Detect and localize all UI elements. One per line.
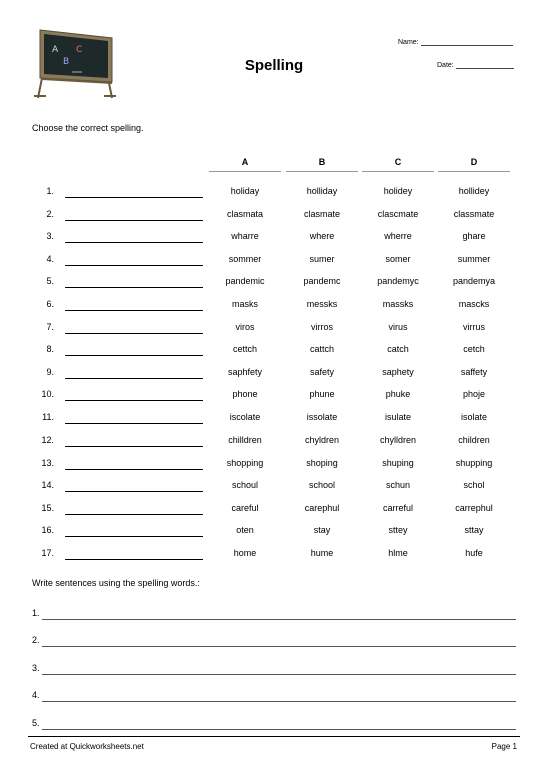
option-d[interactable]: carrephul [455, 503, 493, 513]
option-c[interactable]: wherre [384, 231, 412, 241]
date-line[interactable] [456, 61, 514, 69]
option-d[interactable]: cetch [463, 344, 485, 354]
option-b[interactable]: pandemc [303, 276, 341, 286]
question-row [0, 338, 548, 360]
answer-line[interactable] [65, 197, 203, 198]
option-b[interactable]: chyldren [304, 435, 340, 445]
sentence-row[interactable] [32, 690, 516, 704]
option-d[interactable]: saffety [460, 367, 488, 377]
option-c[interactable]: hlme [388, 548, 408, 558]
column-header-d: D [470, 157, 478, 167]
board-letter-c: C [76, 45, 83, 55]
option-d[interactable]: hollidey [458, 186, 490, 196]
question-row [0, 293, 548, 315]
sentence-row[interactable] [32, 608, 516, 622]
question-row [0, 452, 548, 474]
question-number: 10. [41, 389, 54, 399]
name-field[interactable] [398, 38, 513, 46]
option-b[interactable]: shoping [306, 458, 338, 468]
option-c[interactable]: shuping [382, 458, 414, 468]
option-b[interactable]: cattch [309, 344, 334, 354]
date-label: Date: [437, 62, 454, 69]
option-d[interactable]: shupping [455, 458, 493, 468]
answer-line[interactable] [65, 333, 203, 334]
sentence-line[interactable] [42, 701, 516, 702]
question-number: 1. [46, 186, 54, 196]
answer-line[interactable] [65, 287, 203, 288]
question-number: 8. [46, 344, 54, 354]
instructions: Choose the correct spelling. [32, 123, 144, 133]
option-b[interactable]: where [309, 231, 335, 241]
option-c[interactable]: carreful [382, 503, 413, 513]
option-a[interactable]: home [233, 548, 257, 558]
option-a[interactable]: chilldren [228, 435, 262, 445]
question-number: 6. [46, 299, 54, 309]
answer-line[interactable] [65, 446, 203, 447]
answer-line[interactable] [65, 559, 203, 560]
question-number: 15. [41, 503, 54, 513]
option-a[interactable]: holiday [230, 186, 260, 196]
question-number: 12. [41, 435, 54, 445]
sentence-number: 3. [32, 663, 40, 673]
question-row [0, 316, 548, 338]
answer-line[interactable] [65, 355, 203, 356]
option-b[interactable]: phune [309, 389, 335, 399]
question-row [0, 519, 548, 541]
option-b[interactable]: hume [310, 548, 334, 558]
option-b[interactable]: clasmate [303, 209, 340, 219]
option-b[interactable]: sumer [309, 254, 335, 264]
answer-line[interactable] [65, 423, 203, 424]
column-rule [209, 171, 281, 172]
question-row [0, 497, 548, 519]
question-row [0, 248, 548, 270]
question-number: 3. [46, 231, 54, 241]
board-letter-a: A [52, 45, 59, 55]
option-d[interactable]: sttay [464, 525, 484, 535]
option-c[interactable]: pandemyc [377, 276, 419, 286]
answer-line[interactable] [65, 469, 203, 470]
option-b[interactable]: holliday [306, 186, 338, 196]
option-d[interactable]: phoje [462, 389, 486, 399]
column-rule [438, 171, 510, 172]
question-row [0, 406, 548, 428]
answer-line[interactable] [65, 220, 203, 221]
option-b[interactable]: school [308, 480, 335, 490]
option-d[interactable]: schol [463, 480, 485, 490]
option-a[interactable]: pandemic [225, 276, 265, 286]
sentences-prompt: Write sentences using the spelling words.: [32, 578, 200, 588]
sentence-number: 5. [32, 718, 40, 728]
question-number: 4. [46, 254, 54, 264]
sentence-line[interactable] [42, 729, 516, 730]
name-line[interactable] [421, 38, 513, 46]
answer-line[interactable] [65, 400, 203, 401]
question-number: 14. [41, 480, 54, 490]
option-a[interactable]: sommer [228, 254, 262, 264]
question-row [0, 361, 548, 383]
option-b[interactable]: stay [313, 525, 331, 535]
question-number: 7. [46, 322, 54, 332]
sentence-row[interactable] [32, 635, 516, 649]
option-b[interactable]: messks [306, 299, 338, 309]
question-row [0, 203, 548, 225]
option-c[interactable]: somer [385, 254, 411, 264]
answer-line[interactable] [65, 378, 203, 379]
question-number: 11. [42, 412, 54, 422]
option-d[interactable]: isolate [460, 412, 487, 422]
question-number: 2. [46, 209, 54, 219]
option-a[interactable]: shopping [226, 458, 264, 468]
name-label: Name: [398, 39, 419, 46]
option-a[interactable]: masks [231, 299, 258, 309]
option-a[interactable]: oten [236, 525, 254, 535]
option-c[interactable]: virus [388, 322, 408, 332]
date-field[interactable] [437, 61, 514, 69]
option-a[interactable]: phone [232, 389, 258, 399]
option-c[interactable]: holidey [383, 186, 413, 196]
footer-divider [28, 736, 520, 737]
option-c[interactable]: massks [382, 299, 414, 309]
option-c[interactable]: clascmate [377, 209, 419, 219]
sentence-row[interactable] [32, 663, 516, 677]
option-d[interactable]: virrus [463, 322, 485, 332]
sentence-number: 2. [32, 635, 40, 645]
sentence-line[interactable] [42, 646, 516, 647]
question-row [0, 180, 548, 202]
option-d[interactable]: pandemya [452, 276, 496, 286]
answer-line[interactable] [65, 491, 203, 492]
question-number: 5. [46, 276, 54, 286]
question-number: 17. [41, 548, 54, 558]
option-d[interactable]: children [458, 435, 490, 445]
question-number: 16. [41, 525, 54, 535]
answer-line[interactable] [65, 265, 203, 266]
option-d[interactable]: hufe [465, 548, 483, 558]
option-a[interactable]: viros [235, 322, 255, 332]
option-a[interactable]: clasmata [226, 209, 263, 219]
option-d[interactable]: ghare [462, 231, 486, 241]
column-rule [286, 171, 358, 172]
option-c[interactable]: sttey [388, 525, 408, 535]
option-a[interactable]: saphfety [227, 367, 263, 377]
question-row [0, 383, 548, 405]
option-d[interactable]: summer [457, 254, 491, 264]
option-b[interactable]: issolate [306, 412, 338, 422]
option-c[interactable]: saphety [382, 367, 414, 377]
option-c[interactable]: schun [385, 480, 411, 490]
column-rule [362, 171, 434, 172]
question-number: 9. [46, 367, 54, 377]
page-title: Spelling [244, 57, 304, 74]
option-a[interactable]: iscolate [229, 412, 261, 422]
question-row [0, 429, 548, 451]
board-letter-b: B [63, 57, 70, 67]
option-c[interactable]: chylldren [379, 435, 417, 445]
column-header-c: C [394, 157, 402, 167]
option-d[interactable]: classmate [453, 209, 495, 219]
sentence-row[interactable] [32, 718, 516, 732]
answer-line[interactable] [65, 310, 203, 311]
option-c[interactable]: isulate [384, 412, 411, 422]
option-a[interactable]: cettch [232, 344, 257, 354]
option-a[interactable]: careful [231, 503, 259, 513]
page-number: Page 1 [491, 742, 517, 751]
question-number: 13. [41, 458, 54, 468]
option-a[interactable]: wharre [231, 231, 259, 241]
column-header-a: A [241, 157, 249, 167]
option-b[interactable]: carephul [304, 503, 340, 513]
answer-line[interactable] [65, 536, 203, 537]
sentence-line[interactable] [42, 619, 516, 620]
option-a[interactable]: schoul [231, 480, 258, 490]
sentence-line[interactable] [42, 674, 516, 675]
question-row [0, 474, 548, 496]
option-c[interactable]: phuke [385, 389, 411, 399]
option-b[interactable]: virros [311, 322, 333, 332]
sentence-number: 1. [32, 608, 40, 618]
option-b[interactable]: safety [309, 367, 334, 377]
column-header-b: B [318, 157, 326, 167]
question-row [0, 225, 548, 247]
answer-line[interactable] [65, 514, 203, 515]
sentence-number: 4. [32, 690, 40, 700]
question-row [0, 542, 548, 564]
option-c[interactable]: catch [387, 344, 409, 354]
question-row [0, 270, 548, 292]
option-d[interactable]: mascks [458, 299, 490, 309]
answer-line[interactable] [65, 242, 203, 243]
footer-credit: Created at Quickworksheets.net [30, 742, 144, 751]
